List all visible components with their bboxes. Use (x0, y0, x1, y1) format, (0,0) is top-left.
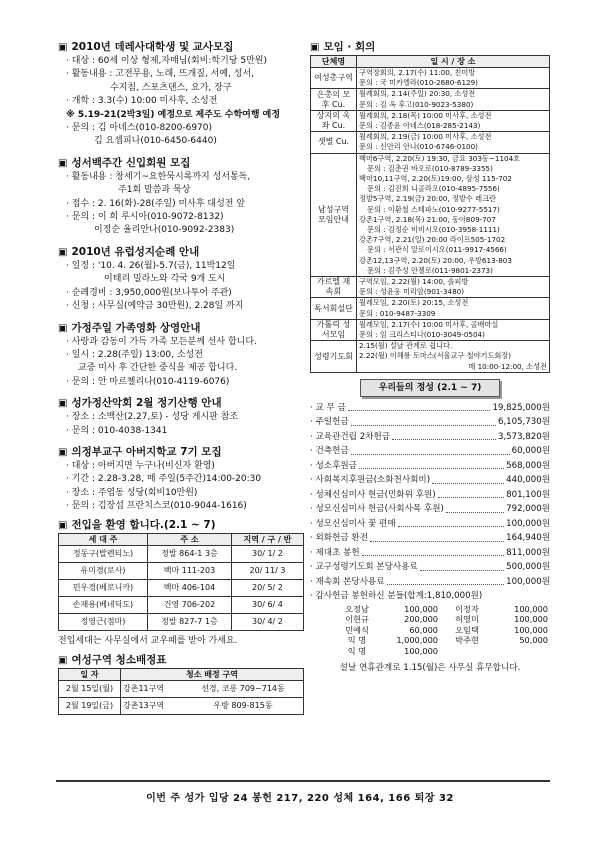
left-column (58, 40, 304, 715)
footer-divider (56, 780, 550, 782)
table-header: 주 소 (148, 533, 232, 545)
text-line: · 장소 : 소백산(2.27,토) - 성당 게시판 참조 (66, 412, 239, 423)
section-meetings (310, 40, 550, 373)
list-item: · 성체신심미사 헌금(민화위 후원) 801,100원 (310, 489, 550, 500)
text-line: · 신청 : 사무실(예약금 30만원), 2.28일 까지 (66, 301, 244, 312)
table-row: 손재용(베네딕도) 건영 706-202 30/ 6/ 4 (59, 596, 304, 613)
text-line: · 순례경비 : 3,950,000원(보나투어 주관) (66, 287, 232, 298)
table-row: 2월 19일(금) 강촌13구역 우방 809-815동 (59, 697, 304, 714)
section-cleaning-schedule (58, 653, 304, 715)
right-column (310, 40, 550, 675)
list-item: · 교구성령기도회 본당사용료 500,000원 (310, 562, 550, 573)
list-item: · 성모신심미사 꽃 편매 100,000원 (310, 518, 550, 529)
square-bullet-icon: ▣ (58, 446, 68, 458)
table-header: 일 자 (59, 668, 121, 680)
table-row: 샛별 Cu. 월례회의, 2.19(금) 10:00 미사후, 소성전 문의 : 신안리 안나(010-6746-0100) (311, 132, 550, 153)
text-line: 김 요셉피나(010-6450-6440) (94, 136, 217, 147)
text-line: · 문의 : 이 희 루시아(010-9072-8132) (66, 212, 224, 223)
table-row: 유미경(로사) 백마 111-203 20/ 11/ 3 (59, 562, 304, 579)
office-closed-notice: 설날 연휴관계로 1.15(월)은 사무실 휴무합니다. (339, 663, 521, 674)
text-line: 주1회 말씀과 묵상 (118, 185, 191, 196)
donor-list: 오정남 100,000 이정자 100,000 이현규 200,000 허영미 100,000 민예식 60,000 오임택 100,000 익 명 1,000,000 박주현 50,000 익 명 100,000 (345, 603, 548, 656)
list-item: · 제대초 봉헌 811,000원 (310, 547, 550, 558)
text-line: · 문의 : 안 마르첼리나(010-4119-6076) (66, 376, 230, 387)
list-item: · 성모신심미사 헌금(사회사목 후원) 792,000원 (310, 504, 550, 515)
text-line: · 개학 : 3.3(수) 10:00 미사후, 소성전 (66, 96, 218, 107)
table-row: 정영근(점마) 정발 827-7 1층 30/ 4/ 2 (59, 613, 304, 630)
section-title: 2010년 데레사대학생 및 교사모집 (71, 41, 234, 53)
table-header: 지역 / 구 / 반 (231, 533, 303, 545)
section-teresa-college (58, 40, 304, 149)
section-title: 모임 · 회의 (323, 41, 376, 53)
text-line: · 일시 : 2.28(주일) 13:00, 소성전 (66, 349, 203, 360)
section-title: 2010년 유럽성지순례 안내 (71, 245, 200, 258)
square-bullet-icon: ▣ (58, 654, 68, 666)
text-line: · 활동내용 : 고전무용, 노래, 뜨개질, 서예, 성서, (66, 69, 255, 80)
table-row: 성령기도회 2.15(월) 설날 관계로 쉽니다. 2.22(월) 이해룡 토마스(서울교구 철야기도회장) 매 10:00-12:00, 소성전 (311, 341, 550, 373)
list-item: · 외화헌금 환전 164,940원 (310, 533, 550, 544)
text-line: · 문의 : 김 아네스(010-8200-6970) (66, 123, 213, 134)
list-item: · 감사헌금 봉헌하신 분들(합계:1,810,000원) (310, 591, 483, 602)
text-line: · 문의 : 김장섭 프란치스코(010-9044-1616) (66, 501, 247, 512)
list-item: · 교 무 금 19,825,000원 (310, 402, 550, 413)
list-item: · 성소후원금 568,000원 (310, 460, 550, 471)
text-line: · 활동내용 : 창세기~요한묵시록까지 성서통독, (66, 171, 251, 182)
list-item: · 재속회 본당사용료 100,000원 (310, 576, 550, 587)
section-title: 가정주일 가족영화 상영안내 (71, 321, 201, 334)
text-line: · 문의 : 010-4038-1341 (66, 425, 168, 436)
table-row: 상지의 옥좌 Cu. 월례회의, 2.18(목) 10:00 미사후, 소성전 문의 : 김종윤 아네스(018-285-2143) (311, 110, 550, 131)
text-line: · 장소 : 주엽동 성당(회비10만원) (66, 487, 198, 498)
section-bible-study (58, 156, 304, 238)
table-row: 민우경(베로니카) 백마 406-104 20/ 5/ 2 (59, 579, 304, 596)
meetings-table (310, 55, 550, 373)
new-members-table (58, 533, 304, 631)
offerings-title: 우리들의 정성 (2.1 ~ 7) (360, 379, 500, 397)
table-header: 청소 배정 구역 (121, 668, 304, 680)
table-row: 남성구역 모임안내 백마6구역, 2.20(토) 19:30, 금요 303동~1104호 문의 : 김춘권 바오로(010-8789-3355) 백마10,11구역, 2.20(토)19:00, 삼성 115-702 문의 : 김진희 니골라오(010-4895-7556) 정발5구역, 2.19(금) 20:00, 정발수 레크란 문의 : 이환철 스테파노(010-9277-5517) 강촌1구역, 2.18(목) 21:00, 동아809-707 문의 : 김정순 비비시오(010-3958-1111) 강촌7구역, 2.21(일) 20:00 라이프505-1702 문의 : 서관식 알로이시오(011-9917-4566) 강촌12,13구역, 2.20(토) 20:00, 우방613-803 문의 : 김주성 안젤로(011-9801-2373) (311, 153, 550, 276)
text-line: 수지침, 스포츠댄스, 요가, 장구 (110, 82, 232, 93)
section-title: 성가정산악회 2월 정기산행 안내 (71, 397, 222, 410)
square-bullet-icon: ▣ (58, 42, 68, 53)
text-line: · 사랑과 감동이 가득 가족 모든분께 선사 합니다. (66, 336, 257, 347)
text-line: · 대상 : 아버지면 누구나(비신자 환영) (66, 460, 215, 471)
text-line: 이정순 율리안나(010-9092-2383) (94, 225, 235, 236)
text-line: · 기간 : 2.28-3.28, 매 주일(5주간)14:00-20:30 (66, 474, 262, 485)
hymn-footer: 이번 주 성가 입당 24 봉헌 217, 220 성체 164, 166 퇴장 32 (146, 793, 454, 804)
text-line: · 일정 : '10. 4. 26(월)-5.7(금), 11박12일 (66, 260, 236, 271)
section-pilgrimage (58, 245, 304, 314)
table-row: 가르멜 재속회 구역모임, 2.22(월) 14:00, 솔피방 문의 : 성윤웅 미리암(901-3480) (311, 277, 550, 298)
table-row: 정동구(발렌티노) 정발 864-1 3층 30/ 1/ 2 (59, 545, 304, 562)
section-title: 성서백주간 신입회원 모집 (71, 156, 191, 169)
new-members-note: 전입세대는 사무실에서 교우패를 받아 가세요. (58, 635, 238, 646)
table-header: 일 시 / 장 소 (357, 56, 550, 68)
list-item: · 사회복지후원금(소화천사회비) 440,000원 (310, 475, 550, 486)
offerings-list (310, 401, 550, 604)
text-line: ※ 5.19-21(2박3일) 예정으로 제주도 수학여행 예정 (66, 109, 281, 120)
table-row: 가톨릭 성서모임 월례모임, 2.17(수) 10:00 미사후, 골배마실 문의 : 임 크리스티나(010-3049-0504) (311, 319, 550, 340)
list-item: · 건축헌금 60,000원 (310, 446, 550, 457)
table-header: 세 대 주 (59, 533, 148, 545)
table-row: 은총의 모후 Cu. 월례회의, 2.14(주일) 20:30, 소성전 문의 : 김 옥 후고(010-9023-5380) (311, 89, 550, 110)
section-family-movie (58, 321, 304, 390)
square-bullet-icon: ▣ (58, 246, 68, 258)
list-item: · 주일헌금 6,105,730원 (310, 417, 550, 428)
text-line: 이태리 밀라노와 각국 9개 도시 (104, 274, 226, 285)
square-bullet-icon: ▣ (58, 519, 68, 531)
section-title: 전입을 환영 합니다.(2.1 ~ 7) (71, 518, 216, 531)
text-line: 교중 미사 후 간단한 중식을 제공 합니다. (78, 363, 238, 374)
table-row: 독서회설단 월례모임, 2.20(토) 20:15, 소성전 문의 : 010-9487-3309 (311, 298, 550, 319)
section-new-members (58, 518, 304, 648)
section-hiking-club (58, 396, 304, 438)
square-bullet-icon: ▣ (58, 157, 68, 169)
text-line: · 접수 : 2. 16(화)-28(주일) 미사후 대성전 앞 (66, 198, 246, 209)
table-row: 2월 15일(월) 강촌11구역 선경, 코롱 709~714동 (59, 680, 304, 697)
table-header: 단체명 (311, 56, 357, 68)
square-bullet-icon: ▣ (310, 42, 320, 53)
cleaning-table (58, 668, 304, 715)
list-item: · 교육관건립 2차헌금 3,573,820원 (310, 431, 550, 442)
square-bullet-icon: ▣ (58, 398, 68, 410)
section-title: 의정부교구 아버지학교 7기 모집 (71, 445, 222, 458)
table-row: 여성총구역 구역장회의, 2.17(수) 11:00, 친미방 문의 : 국 미카엘라(010-2680-6129) (311, 68, 550, 89)
text-line: · 대상 : 60세 이상 형제,자매님(회비:학기당 5만원) (66, 56, 267, 66)
section-father-school (58, 445, 304, 514)
square-bullet-icon: ▣ (58, 322, 68, 334)
section-title: 여성구역 청소배정표 (71, 653, 167, 666)
